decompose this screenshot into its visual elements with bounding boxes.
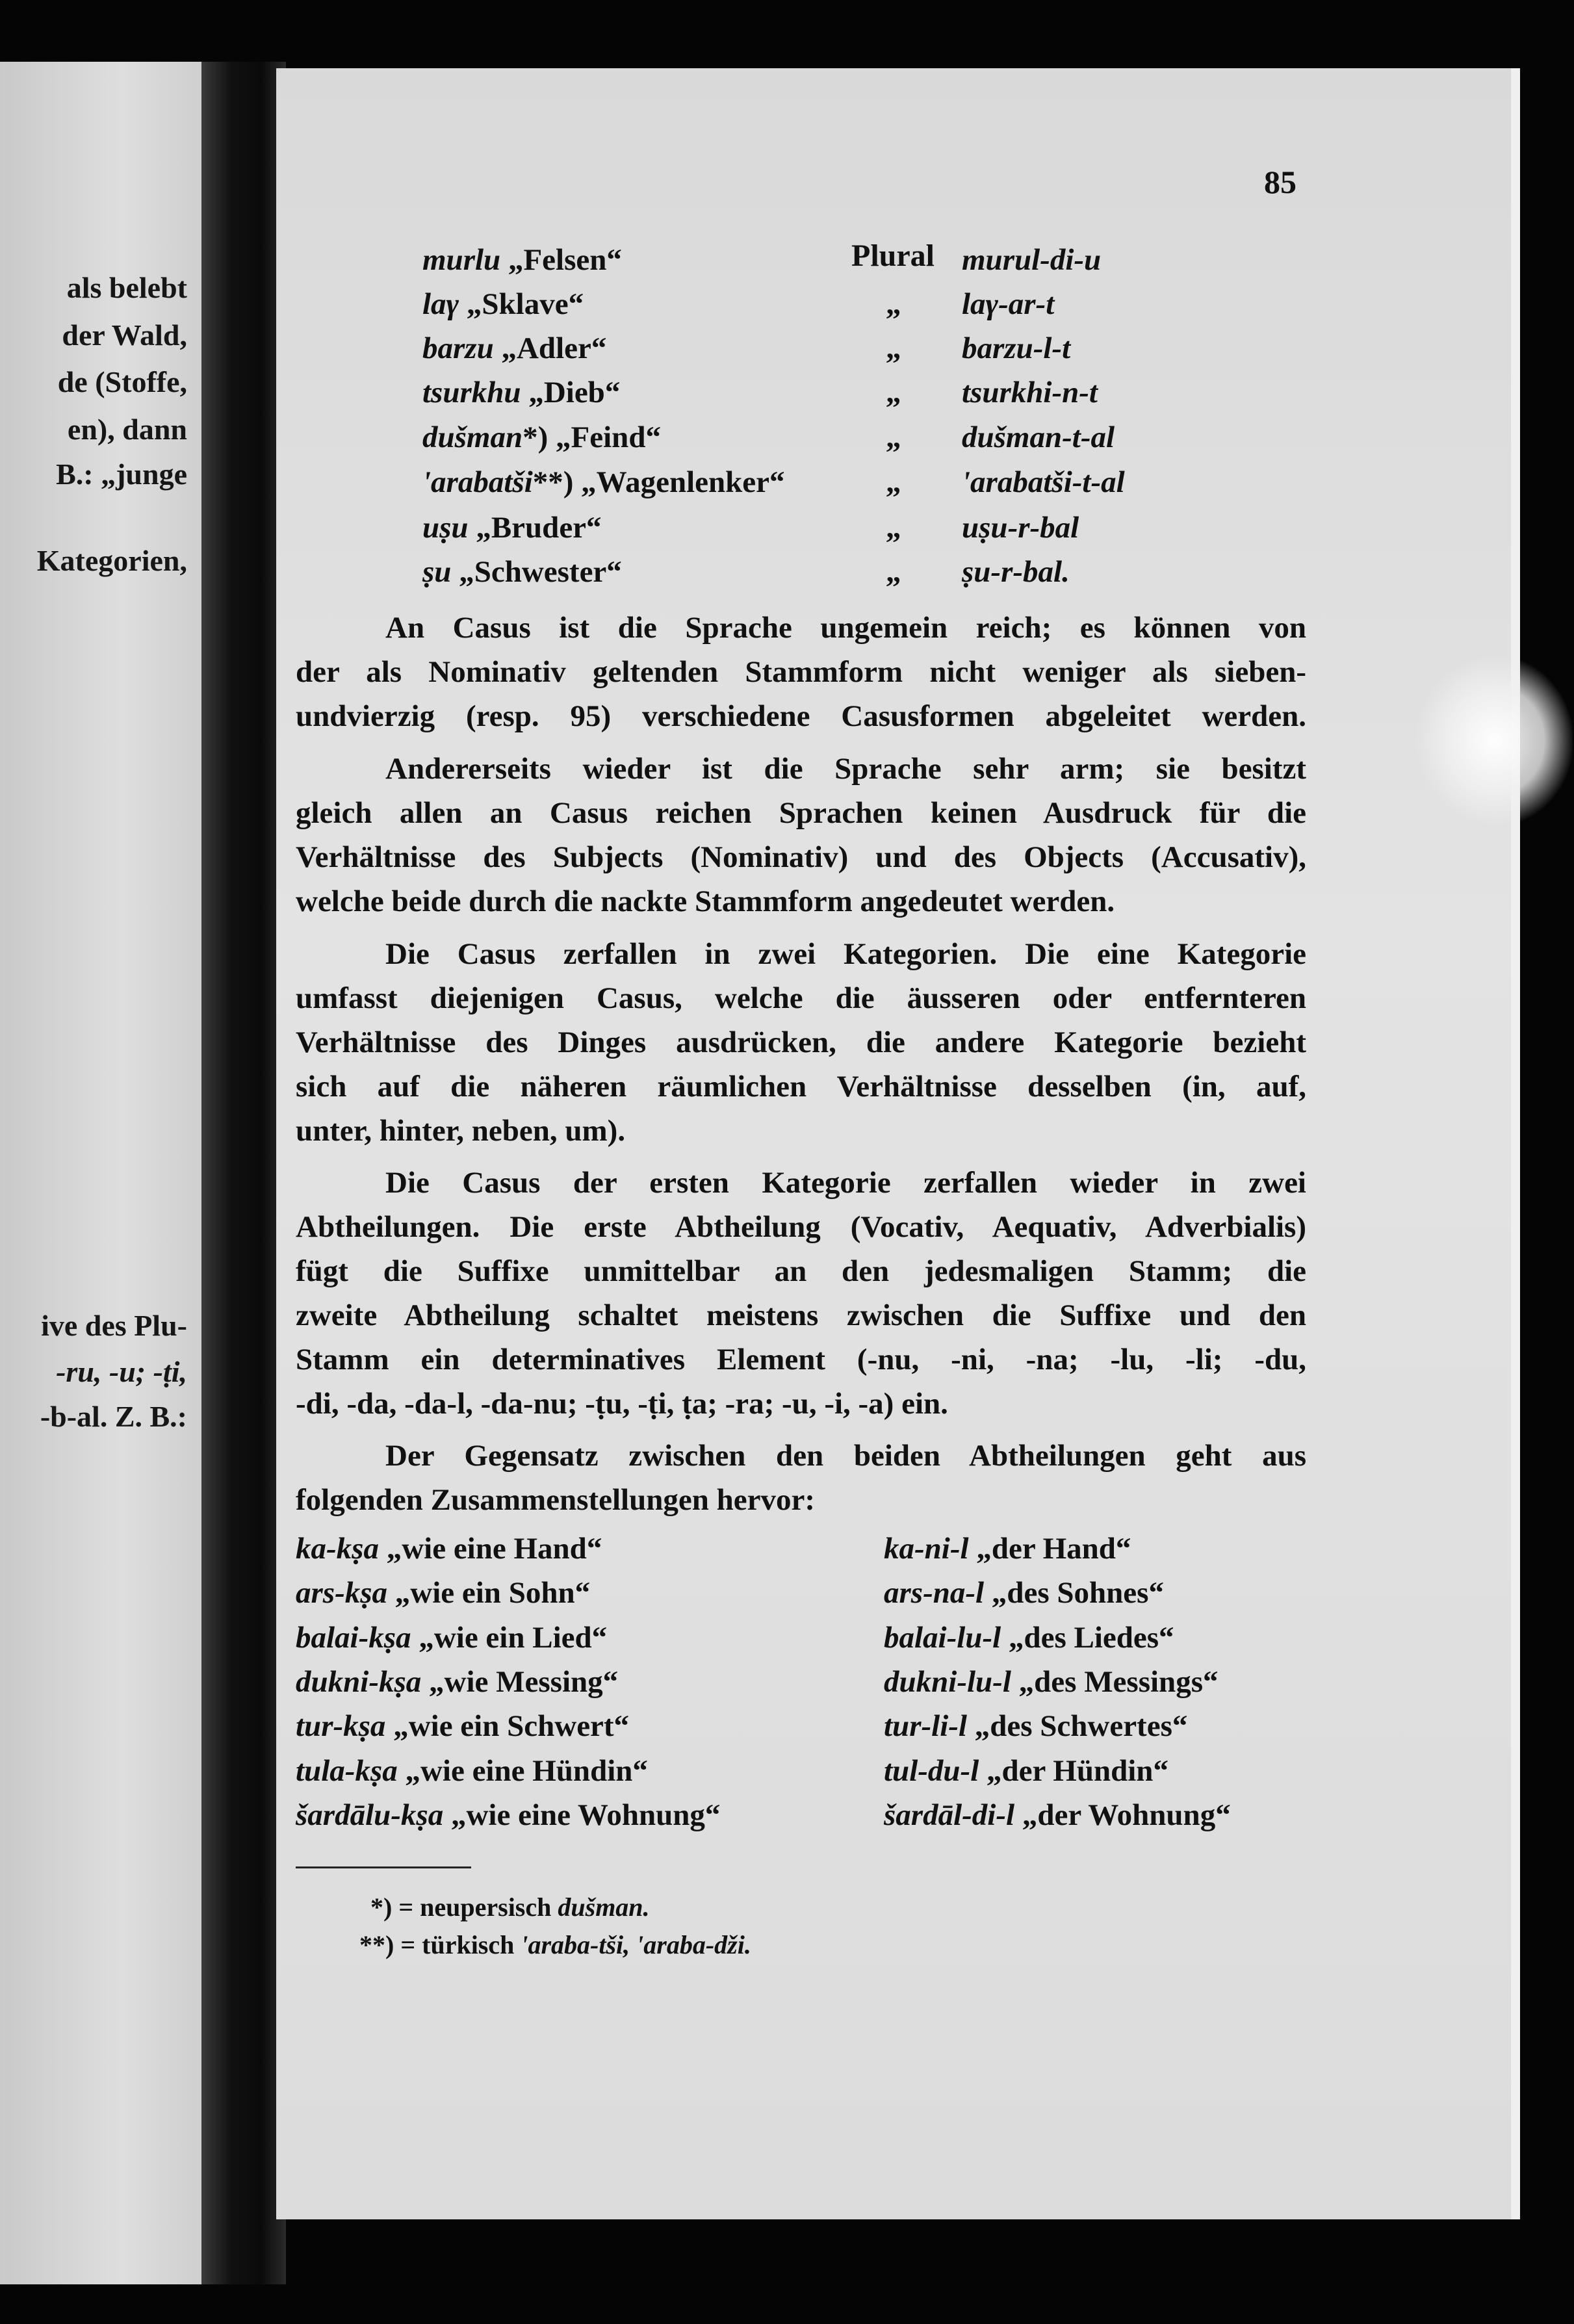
ditto-mark: „ xyxy=(886,555,901,589)
text-line: zweite Abtheilung schaltet meistens zwischen die Suffixe und den xyxy=(296,1298,1306,1332)
text-line: -di, -da, -da-l, -da-nu; -ṭu, -ṭi, ṭa; -ra; -u, -i, -a) ein. xyxy=(296,1387,948,1421)
comparison-left: tula-kṣa „wie eine Hündin“ xyxy=(296,1754,648,1788)
text-line: gleich allen an Casus reichen Sprachen keinen Ausdruck für die xyxy=(296,796,1306,830)
comparison-right: balai-lu-l „des Liedes“ xyxy=(884,1621,1174,1655)
text-line: folgenden Zusammenstellungen hervor: xyxy=(296,1483,815,1517)
plural-row-plural: ṣu-r-bal. xyxy=(962,555,1070,589)
text-line: Verhältnisse des Dinges ausdrücken, die andere Kategorie bezieht xyxy=(296,1026,1306,1059)
plural-row-plural: uṣu-r-bal xyxy=(962,511,1079,545)
comparison-left: tur-kṣa „wie ein Schwert“ xyxy=(296,1709,630,1743)
left-page-line: -b-al. Z. B.: xyxy=(40,1400,187,1433)
comparison-left: balai-kṣa „wie ein Lied“ xyxy=(296,1621,608,1655)
plural-row-plural: laγ-ar-t xyxy=(962,287,1055,321)
ditto-mark: „ xyxy=(886,511,901,545)
left-page-line: ive des Plu- xyxy=(41,1309,187,1342)
footnote: *) = neupersisch dušman. xyxy=(370,1892,650,1922)
text-line: Die Casus der ersten Kategorie zerfallen wieder in zwei xyxy=(385,1166,1306,1200)
plural-row-singular: uṣu „Bruder“ xyxy=(422,511,602,545)
plural-row-plural: 'arabatši-t-al xyxy=(962,465,1125,499)
text-line: unter, hinter, neben, um). xyxy=(296,1114,626,1148)
plural-row-singular: barzu „Adler“ xyxy=(422,331,607,365)
comparison-left: šardālu-kṣa „wie eine Wohnung“ xyxy=(296,1798,721,1832)
left-page-line: en), dann xyxy=(67,413,187,446)
text-line: sich auf die näheren räumlichen Verhältnisse desselben (in, auf, xyxy=(296,1070,1306,1104)
text-line: Stamm ein determinatives Element (-nu, -ni, -na; -lu, -li; -du, xyxy=(296,1343,1306,1376)
text-line: Verhältnisse des Subjects (Nominativ) und des Objects (Accusativ), xyxy=(296,840,1306,874)
paper-stain xyxy=(1417,656,1573,825)
comparison-right: tur-li-l „des Schwertes“ xyxy=(884,1709,1188,1743)
plural-row-plural: dušman-t-al xyxy=(962,420,1115,454)
comparison-right: ars-na-l „des Sohnes“ xyxy=(884,1576,1164,1610)
left-facing-page xyxy=(0,62,201,2284)
book-gutter xyxy=(201,62,286,2284)
comparison-left: ars-kṣa „wie ein Sohn“ xyxy=(296,1576,591,1610)
left-page-line: als belebt xyxy=(66,271,187,304)
comparison-left: ka-kṣa „wie eine Hand“ xyxy=(296,1532,602,1566)
text-line: der als Nominativ geltenden Stammform nicht weniger als sieben- xyxy=(296,655,1306,689)
left-page-line: de (Stoffe, xyxy=(57,365,187,398)
comparison-right: tul-du-l „der Hündin“ xyxy=(884,1754,1168,1788)
left-page-line: B.: „junge xyxy=(56,458,187,491)
plural-row-plural: barzu-l-t xyxy=(962,331,1071,365)
text-line: Abtheilungen. Die erste Abtheilung (Vocativ, Aequativ, Adverbialis) xyxy=(296,1210,1306,1244)
comparison-right: šardāl-di-l „der Wohnung“ xyxy=(884,1798,1231,1832)
footnote-rule xyxy=(296,1866,471,1868)
plural-header: Plural xyxy=(851,239,935,273)
text-line: undvierzig (resp. 95) verschiedene Casusformen abgeleitet werden. xyxy=(296,699,1306,733)
comparison-right: dukni-lu-l „des Messings“ xyxy=(884,1665,1219,1699)
plural-row-singular: ṣu „Schwester“ xyxy=(422,555,622,589)
plural-row-singular: murlu „Felsen“ xyxy=(422,243,622,277)
text-line: Der Gegensatz zwischen den beiden Abtheilungen geht aus xyxy=(385,1439,1306,1473)
left-page-line: der Wald, xyxy=(62,318,187,352)
text-line: welche beide durch die nackte Stammform angedeutet werden. xyxy=(296,884,1115,918)
comparison-left: dukni-kṣa „wie Messing“ xyxy=(296,1665,619,1699)
footnote: **) = türkisch 'araba-tši, 'araba-dži. xyxy=(359,1930,751,1959)
ditto-mark: „ xyxy=(886,287,901,321)
plural-row-singular: 'arabatši**) „Wagenlenker“ xyxy=(422,465,785,499)
ditto-mark: „ xyxy=(886,331,901,365)
plural-row-plural: murul-di-u xyxy=(962,243,1102,277)
ditto-mark: „ xyxy=(886,465,901,499)
plural-row-singular: dušman*) „Feind“ xyxy=(422,420,661,454)
page-number: 85 xyxy=(1264,164,1297,200)
ditto-mark: „ xyxy=(886,376,901,409)
text-line: An Casus ist die Sprache ungemein reich; es können von xyxy=(385,611,1306,645)
ditto-mark: „ xyxy=(886,420,901,454)
text-line: Die Casus zerfallen in zwei Kategorien. Die eine Kategorie xyxy=(385,937,1306,971)
left-page-line: -ru, -u; -ṭi, xyxy=(56,1355,187,1388)
plural-row-plural: tsurkhi-n-t xyxy=(962,376,1098,409)
text-line: fügt die Suffixe unmittelbar an den jedesmaligen Stamm; die xyxy=(296,1254,1306,1288)
comparison-right: ka-ni-l „der Hand“ xyxy=(884,1532,1131,1566)
text-line: Andererseits wieder ist die Sprache sehr arm; sie besitzt xyxy=(385,752,1306,786)
page-edge xyxy=(1511,68,1520,2219)
text-line: umfasst diejenigen Casus, welche die äusseren oder entfernteren xyxy=(296,981,1306,1015)
left-page-line: Kategorien, xyxy=(36,544,187,577)
plural-row-singular: tsurkhu „Dieb“ xyxy=(422,376,621,409)
page-85 xyxy=(276,68,1511,2219)
plural-row-singular: laγ „Sklave“ xyxy=(422,287,584,321)
